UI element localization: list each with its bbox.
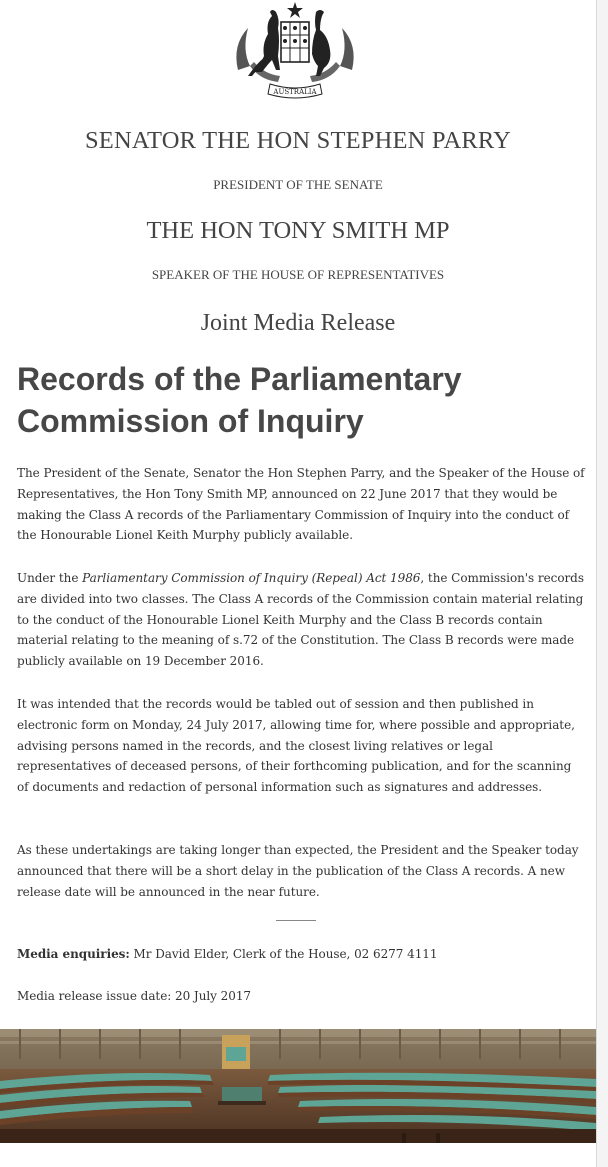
act-title: Parliamentary Commission of Inquiry (Repeal) Act 1986 [82,571,421,585]
body-paragraph-4: As these undertakings are taking longer than expected, the President and the Speaker today announced that there will be a short delay in the publication of the Class A records. A new release date will be announced in the near future. [17,843,579,899]
section-divider [276,920,316,921]
speaker-name: THE HON TONY SMITH MP [146,217,450,244]
enquiries-label: Media enquiries: [17,947,130,961]
body-paragraph-2 [17,568,585,672]
body-paragraph-1: The President of the Senate, Senator the Hon Stephen Parry, and the Speaker of the House of Representatives, the Hon Tony Smith MP, announced on 22 June 2017 that they would be making the Class A records of the Parliamentary Commission of Inquiry into the conduct of the Honourable Lionel Keith Murphy publicly available. [17,466,585,543]
speaker-role: SPEAKER OF THE HOUSE OF REPRESENTATIVES [151,267,445,282]
senator-name: SENATOR THE HON STEPHEN PARRY [84,127,511,154]
paragraph-2-text: , the Commission's records are divided into two classes. The Class A records of the Commission contain material relating to the conduct of the Honourable Lionel Keith Murphy and the Class B records contain material relating to the meaning of s.72 of the Constitution. The Class B records were made publicly available on 19 December 2016. [17,571,584,669]
senator-role: PRESIDENT OF THE SENATE [213,177,383,192]
release-type: Joint Media Release [200,310,396,336]
act-intro: Under the [17,571,83,585]
media-enquiries [17,944,585,965]
page-title: Records of the Parliamentary Commission of Inquiry [17,361,462,439]
body-paragraph-3: It was intended that the records would be tabled out of session and then published in electronic form on Monday, 24 July 2017, allowing time for, where possible and appropriate, advising persons named in the records, and the closest living relatives or legal representatives of deceased persons, of their forthcoming publication, and for the scanning of documents and redaction of personal information such as signatures and addresses. [17,697,575,795]
svg-text:AUSTRALIA: AUSTRALIA [273,88,317,96]
enquiries-contact: Mr David Elder, Clerk of the House, 02 6277 4111 [129,947,438,961]
issue-date: Media release issue date: 20 July 2017 [17,989,251,1003]
australian-coat-of-arms-icon [220,0,370,104]
house-of-representatives-chamber-image [0,1029,596,1143]
scrollbar[interactable] [596,0,608,1167]
